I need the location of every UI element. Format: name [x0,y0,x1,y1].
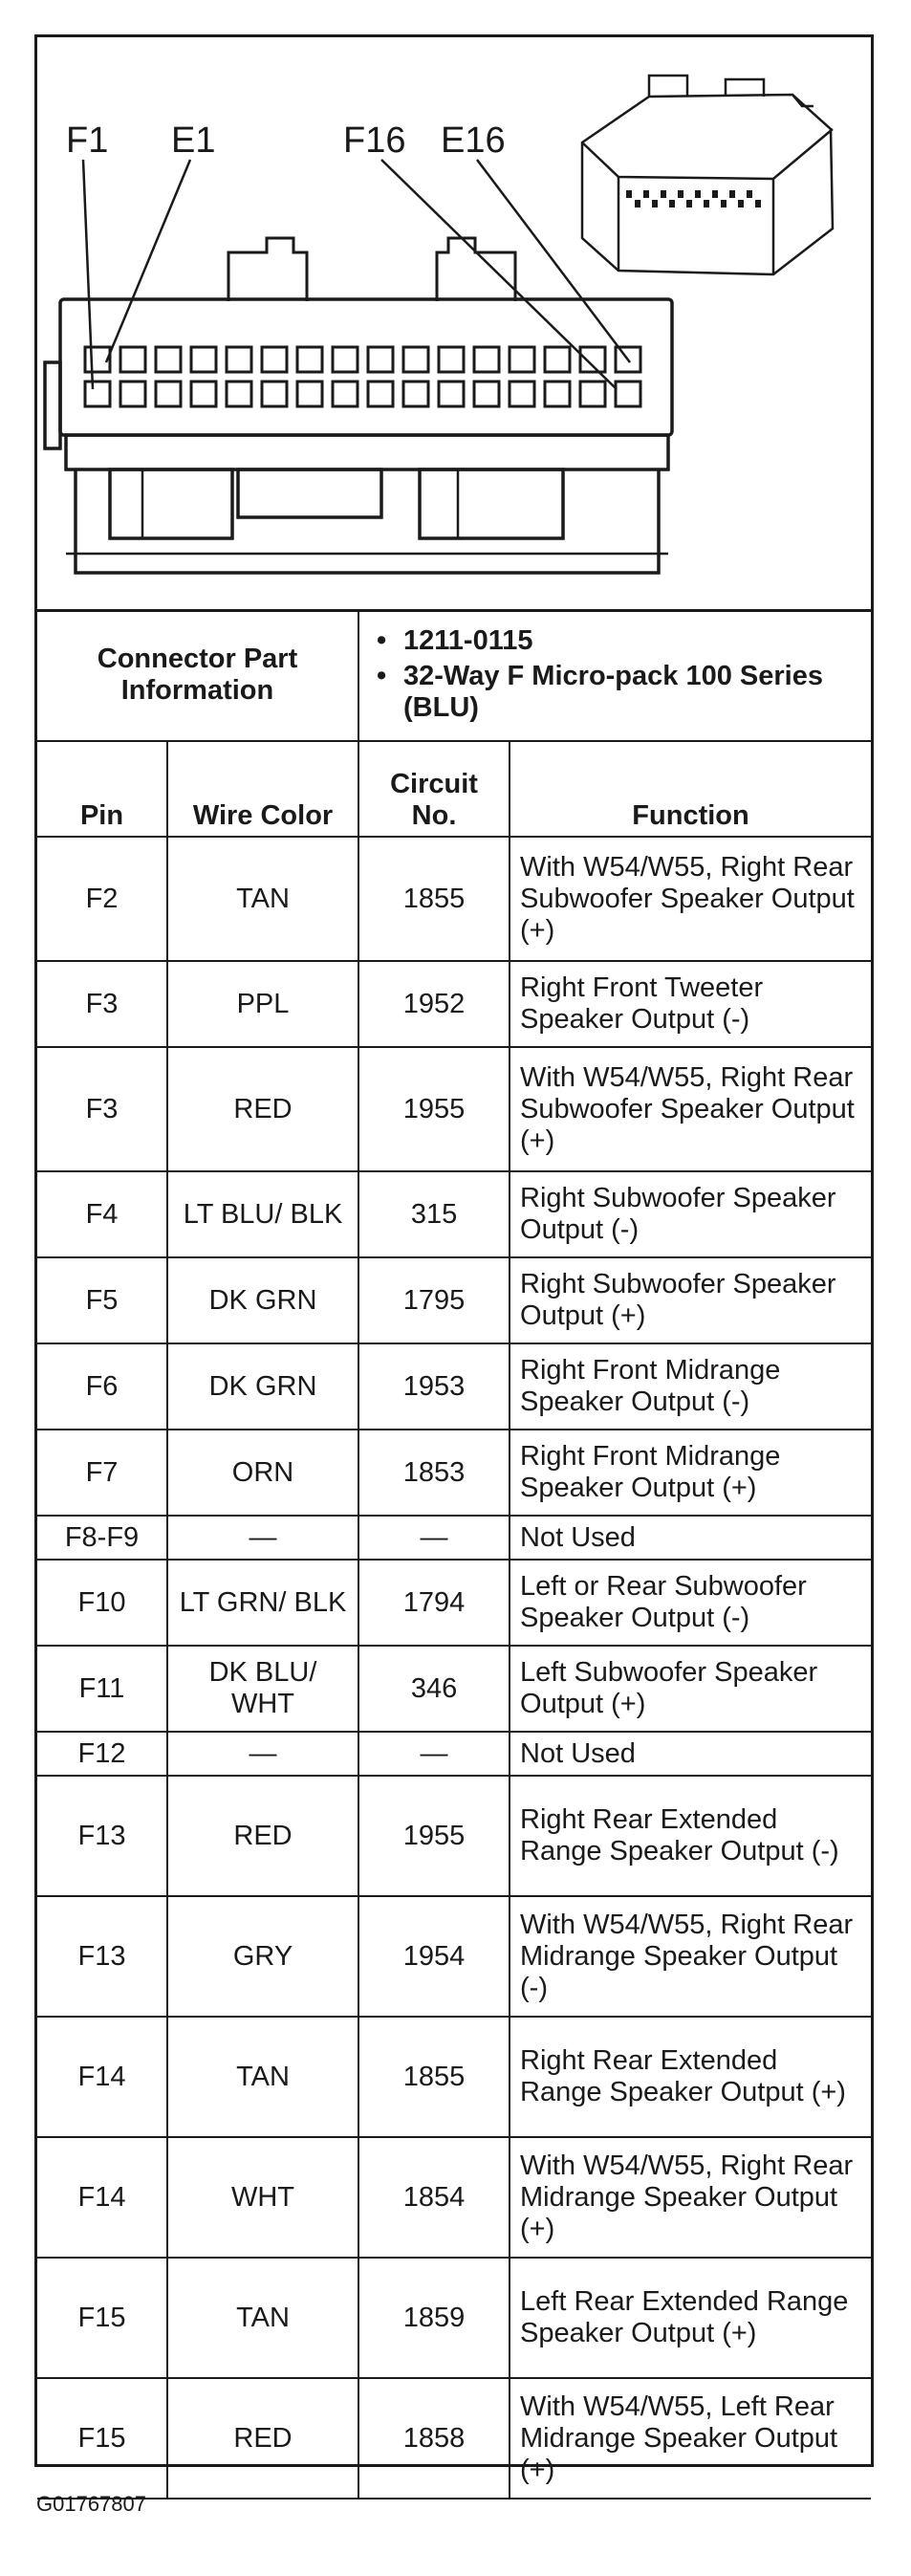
pin-cavity [439,382,464,406]
pin-cavity [297,347,322,372]
cell-wire-color: TAN [167,837,358,961]
cell-circuit: — [358,1732,510,1776]
cell-pin: F11 [37,1646,167,1732]
label-e1: E1 [171,120,216,161]
iso-pin [695,190,701,198]
cell-wire-color: DK GRN [167,1343,358,1430]
iso-pin [652,200,658,207]
cell-circuit: 1854 [358,2137,510,2258]
connector-sheet [34,34,874,2485]
connector-info-row [37,609,871,741]
iso-pin [712,190,718,198]
iso-pin [738,200,744,207]
cell-circuit: 315 [358,1171,510,1257]
pin-cavity [333,382,358,406]
pin-cavity [262,347,287,372]
cell-wire-color: — [167,1732,358,1776]
iso-pin [678,190,683,198]
cell-pin: F15 [37,2378,167,2499]
cell-pin: F8-F9 [37,1516,167,1560]
cell-function: Right Front Midrange Speaker Output (-) [510,1343,871,1430]
connector-part-number: • 1211-0115 [377,625,861,657]
connector-description: • 32-Way F Micro-pack 100 Series (BLU) [377,661,861,724]
cell-wire-color: ORN [167,1430,358,1516]
pin-cavity [510,382,534,406]
cell-circuit: 1855 [358,2017,510,2137]
iso-pin [721,200,727,207]
cell-function: With W54/W55, Right Rear Subwoofer Speaker Output (+) [510,837,871,961]
cell-pin: F2 [37,837,167,961]
connector-diagram [37,37,871,612]
table-row [37,1257,871,1343]
table-header [37,741,871,837]
cell-pin: F7 [37,1430,167,1516]
cell-pin: F3 [37,961,167,1047]
iso-pin [669,200,675,207]
cell-function: With W54/W55, Right Rear Midrange Speaker Output (-) [510,1896,871,2017]
iso-pin [704,200,709,207]
cell-function: Right Rear Extended Range Speaker Output (+) [510,2017,871,2137]
cell-circuit: 1859 [358,2258,510,2378]
cell-circuit: 1952 [358,961,510,1047]
label-f1: F1 [66,120,109,161]
pin-cavity [368,382,393,406]
pin-cavity [262,382,287,406]
cell-function: Left or Rear Subwoofer Speaker Output (-) [510,1560,871,1646]
pin-cavity [474,382,499,406]
label-e16: E16 [441,120,506,161]
iso-pin [729,190,735,198]
cell-function: Not Used [510,1732,871,1776]
pin-cavity [85,382,110,406]
cell-circuit: 1855 [358,837,510,961]
cell-wire-color: WHT [167,2137,358,2258]
pin-cavities [85,347,640,406]
cell-wire-color: DK BLU/ WHT [167,1646,358,1732]
label-f16: F16 [343,120,406,161]
pin-cavity [403,382,428,406]
pin-cavity [545,347,570,372]
pin-cavity [368,347,393,372]
iso-pin [626,190,632,198]
pin-cavity [227,382,251,406]
pin-cavity [439,347,464,372]
pin-cavity [227,347,251,372]
pin-cavity [616,382,640,406]
figure-id: G01767807 [36,2492,146,2516]
cell-wire-color: TAN [167,2258,358,2378]
cell-wire-color: PPL [167,961,358,1047]
table-row [37,2378,871,2499]
table-row [37,837,871,961]
cell-circuit: 1955 [358,1776,510,1896]
cell-wire-color: GRY [167,1896,358,2017]
col-wire-color: Wire Color [167,741,358,837]
table-row [37,2017,871,2137]
pin-cavity [191,382,216,406]
cell-wire-color: TAN [167,2017,358,2137]
cell-wire-color: DK GRN [167,1257,358,1343]
cell-wire-color: — [167,1516,358,1560]
pin-cavity [156,382,181,406]
pin-cavity [403,347,428,372]
table-row [37,1896,871,2017]
col-function: Function [510,741,871,837]
pin-cavity [156,347,181,372]
cell-function: With W54/W55, Left Rear Midrange Speaker Output (+) [510,2378,871,2499]
cell-pin: F14 [37,2017,167,2137]
cell-pin: F3 [37,1047,167,1171]
cell-wire-color: LT GRN/ BLK [167,1560,358,1646]
cell-function: Right Rear Extended Range Speaker Output (-) [510,1776,871,1896]
cell-pin: F5 [37,1257,167,1343]
cell-function: Left Subwoofer Speaker Output (+) [510,1646,871,1732]
cell-function: Not Used [510,1516,871,1560]
cell-wire-color: RED [167,1776,358,1896]
pin-cavity [191,347,216,372]
cell-pin: F13 [37,1896,167,2017]
table-row [37,1646,871,1732]
iso-pin [643,190,649,198]
iso-pin [661,190,666,198]
cell-circuit: 1858 [358,2378,510,2499]
table-row [37,1560,871,1646]
pin-cavity [545,382,570,406]
col-circuit: Circuit No. [358,741,510,837]
cell-circuit: — [358,1516,510,1560]
cell-pin: F10 [37,1560,167,1646]
cell-wire-color: RED [167,2378,358,2499]
cell-function: Left Rear Extended Range Speaker Output (+) [510,2258,871,2378]
table-row [37,1516,871,1560]
col-pin: Pin [37,741,167,837]
cell-circuit: 346 [358,1646,510,1732]
cell-circuit: 1795 [358,1257,510,1343]
connector-info-values [358,609,871,741]
cell-function: With W54/W55, Right Rear Subwoofer Speaker Output (+) [510,1047,871,1171]
iso-pin [686,200,692,207]
cell-function: Right Front Midrange Speaker Output (+) [510,1430,871,1516]
cell-circuit: 1954 [358,1896,510,2017]
iso-pin [755,200,761,207]
table-row [37,2137,871,2258]
cell-pin: F4 [37,1171,167,1257]
cell-wire-color: LT BLU/ BLK [167,1171,358,1257]
cell-circuit: 1953 [358,1343,510,1430]
pin-cavity [580,347,605,372]
pin-cavity [120,382,145,406]
cell-wire-color: RED [167,1047,358,1171]
cell-pin: F13 [37,1776,167,1896]
table-row [37,1047,871,1171]
pin-cavity [297,382,322,406]
pin-cavity [333,347,358,372]
table-row [37,1430,871,1516]
table-row [37,1343,871,1430]
cell-function: Right Front Tweeter Speaker Output (-) [510,961,871,1047]
cell-circuit: 1853 [358,1430,510,1516]
connector-info-label: Connector Part Information [37,609,358,741]
table-row [37,2258,871,2378]
cell-function: Right Subwoofer Speaker Output (-) [510,1171,871,1257]
table-row [37,961,871,1047]
cell-function: With W54/W55, Right Rear Midrange Speaker Output (+) [510,2137,871,2258]
iso-pin [635,200,640,207]
iso-pin [747,190,752,198]
cell-pin: F6 [37,1343,167,1430]
connector-drawing [37,37,871,609]
cell-circuit: 1955 [358,1047,510,1171]
cell-function: Right Subwoofer Speaker Output (+) [510,1257,871,1343]
pin-cavity [510,347,534,372]
table-row [37,1171,871,1257]
pinout-table [37,609,871,2500]
cell-pin: F15 [37,2258,167,2378]
table-row [37,1776,871,1896]
cell-circuit: 1794 [358,1560,510,1646]
pin-cavity [120,347,145,372]
cell-pin: F14 [37,2137,167,2258]
pin-cavity [580,382,605,406]
table-row [37,1732,871,1776]
pin-cavity [474,347,499,372]
cell-pin: F12 [37,1732,167,1776]
